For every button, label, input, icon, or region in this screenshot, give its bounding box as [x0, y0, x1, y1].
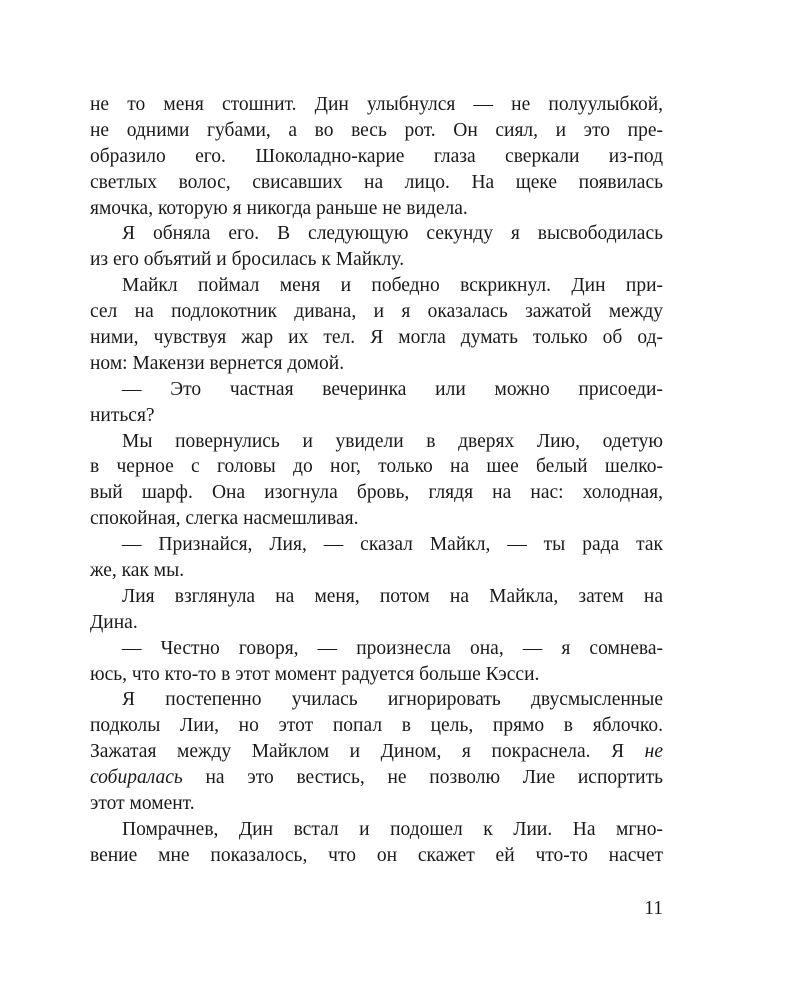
text-line: Лия взглянула на меня, потом на Майкла, затем на	[122, 585, 663, 607]
text-line: Майкл поймал меня и победно вскрикнул. Дин при-	[122, 275, 663, 297]
text-line: ямочка, которую я никогда раньше не видела.	[90, 197, 468, 219]
text-line: Я постепенно училась игнорировать двусмысленные	[122, 689, 663, 711]
text-line: светлых волос, свисавших на лицо. На щеке появилась	[90, 171, 663, 193]
text-line: юсь, что кто-то в этот момент радуется больше Кэсси.	[90, 663, 540, 685]
text-line: ниться?	[90, 404, 155, 426]
text-line: спокойная, слегка насмешливая.	[90, 508, 359, 530]
text-line: — Признайся, Лия, — сказал Майкл, — ты рада так	[122, 534, 663, 556]
text-line: Помрачнев, Дин встал и подошел к Лии. На мгно-	[122, 818, 663, 840]
italic-emphasis: собиралась	[90, 767, 183, 789]
text-line: ном: Макензи вернется домой.	[90, 352, 345, 374]
page-number: 11	[644, 898, 663, 919]
text-line: этот момент.	[90, 793, 195, 815]
text-line: образило его. Шоколадно-карие глаза сверкали из-под	[90, 145, 663, 167]
text-line: Мы повернулись и увидели в дверях Лию, одетую	[122, 430, 663, 452]
text-line: — Это частная вечеринка или можно присоеди-	[122, 378, 663, 400]
text-line: вение мне показалось, что он скажет ей что-то насчет	[90, 844, 663, 866]
text-line	[90, 739, 663, 765]
text-line: — Честно говоря, — произнесла она, — я сомнева-	[122, 637, 663, 659]
text-line: из его объятий и бросилась к Майклу.	[90, 249, 405, 271]
text-line-main: Зажатая между Майклом и Дином, я покраснела. Я	[90, 741, 625, 763]
text-line-rest: на это вестись, не позволю Лие испортить	[182, 767, 663, 789]
text-line: подколы Лии, но этот попал в цель, прямо в яблочко.	[90, 715, 663, 737]
text-line: сел на подлокотник дивана, и я оказалась зажатой между	[90, 301, 663, 323]
body-text	[90, 92, 663, 869]
text-line: же, как мы.	[90, 560, 185, 582]
text-line: Дина.	[90, 611, 138, 633]
text-line	[90, 765, 663, 791]
text-line: не одними губами, а во весь рот. Он сиял, и это пре-	[90, 119, 663, 141]
text-line: вый шарф. Она изогнула бровь, глядя на нас: холодная,	[90, 482, 663, 504]
text-line: в черное с головы до ног, только на шее белый шелко-	[90, 456, 663, 478]
italic-emphasis: не	[644, 741, 664, 763]
text-line: ними, чувствуя жар их тел. Я могла думать только об од-	[90, 327, 663, 349]
text-line: не то меня стошнит. Дин улыбнулся — не полуулыбкой,	[90, 94, 663, 115]
text-line: Я обняла его. В следующую секунду я высвободилась	[122, 223, 663, 245]
